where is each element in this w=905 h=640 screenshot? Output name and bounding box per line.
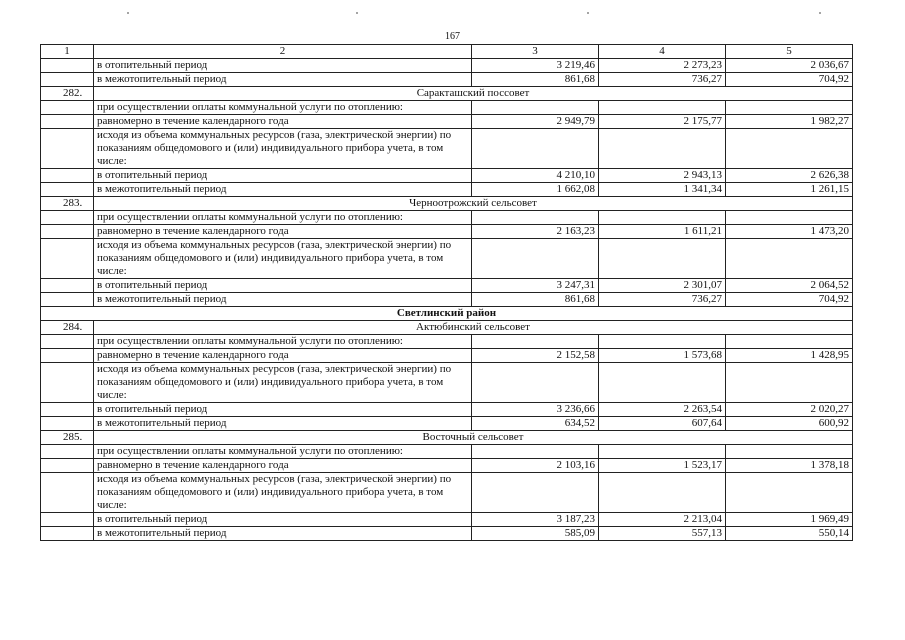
table-row bbox=[41, 293, 853, 307]
value-cell: 2 103,16 bbox=[472, 459, 599, 473]
value-cell: 1 378,18 bbox=[726, 459, 853, 473]
table-row bbox=[41, 403, 853, 417]
col-header-5: 5 bbox=[726, 45, 853, 59]
value-cell: 2 152,58 bbox=[472, 349, 599, 363]
table-row bbox=[41, 445, 853, 459]
scan-dot bbox=[819, 12, 821, 14]
value-cell: 2 175,77 bbox=[599, 115, 726, 129]
value-cell: 607,64 bbox=[599, 417, 726, 431]
table-row bbox=[41, 363, 853, 403]
table-row bbox=[41, 169, 853, 183]
table-row bbox=[41, 101, 853, 115]
value-cell: 2 949,79 bbox=[472, 115, 599, 129]
col-header-2: 2 bbox=[94, 45, 472, 59]
row-label: равномерно в течение календарного года bbox=[94, 349, 472, 363]
value-cell: 1 982,27 bbox=[726, 115, 853, 129]
value-cell: 1 969,49 bbox=[726, 513, 853, 527]
row-label: при осуществлении оплаты коммунальной услуги по отоплению: bbox=[94, 211, 472, 225]
row-label: в межотопительный период bbox=[94, 293, 472, 307]
row-label: при осуществлении оплаты коммунальной услуги по отоплению: bbox=[94, 335, 472, 349]
value-cell: 1 573,68 bbox=[599, 349, 726, 363]
row-label: исходя из объема коммунальных ресурсов (газа, электрической энергии) по показаниям общедомового и (или) индивидуального прибора учета, в том числе: bbox=[94, 239, 472, 279]
section-title: Восточный сельсовет bbox=[94, 431, 853, 445]
row-label: при осуществлении оплаты коммунальной услуги по отоплению: bbox=[94, 445, 472, 459]
row-label: исходя из объема коммунальных ресурсов (газа, электрической энергии) по показаниям общедомового и (или) индивидуального прибора учета, в том числе: bbox=[94, 473, 472, 513]
row-label: в отопительный период bbox=[94, 513, 472, 527]
value-cell: 4 210,10 bbox=[472, 169, 599, 183]
table-row bbox=[41, 459, 853, 473]
section-title-row bbox=[41, 431, 853, 445]
table-row bbox=[41, 279, 853, 293]
row-label: в отопительный период bbox=[94, 169, 472, 183]
section-title: Актюбинский сельсовет bbox=[94, 321, 853, 335]
section-number: 282. bbox=[41, 87, 94, 101]
value-cell: 2 036,67 bbox=[726, 59, 853, 73]
value-cell: 2 064,52 bbox=[726, 279, 853, 293]
table-row bbox=[41, 417, 853, 431]
row-label: в отопительный период bbox=[94, 59, 472, 73]
row-label: исходя из объема коммунальных ресурсов (газа, электрической энергии) по показаниям общедомового и (или) индивидуального прибора учета, в том числе: bbox=[94, 129, 472, 169]
value-cell: 704,92 bbox=[726, 293, 853, 307]
tariff-table bbox=[40, 44, 853, 541]
row-label: исходя из объема коммунальных ресурсов (газа, электрической энергии) по показаниям общедомового и (или) индивидуального прибора учета, в том числе: bbox=[94, 363, 472, 403]
row-label: в отопительный период bbox=[94, 403, 472, 417]
table-row bbox=[41, 183, 853, 197]
value-cell: 1 428,95 bbox=[726, 349, 853, 363]
value-cell: 3 236,66 bbox=[472, 403, 599, 417]
table-row bbox=[41, 225, 853, 239]
value-cell: 3 219,46 bbox=[472, 59, 599, 73]
value-cell: 1 662,08 bbox=[472, 183, 599, 197]
scan-dot bbox=[356, 12, 358, 14]
value-cell: 2 213,04 bbox=[599, 513, 726, 527]
value-cell: 736,27 bbox=[599, 73, 726, 87]
table-row bbox=[41, 473, 853, 513]
value-cell: 2 020,27 bbox=[726, 403, 853, 417]
value-cell: 1 611,21 bbox=[599, 225, 726, 239]
section-number: 283. bbox=[41, 197, 94, 211]
row-label: равномерно в течение календарного года bbox=[94, 459, 472, 473]
value-cell: 3 187,23 bbox=[472, 513, 599, 527]
value-cell: 1 523,17 bbox=[599, 459, 726, 473]
row-label: равномерно в течение календарного года bbox=[94, 225, 472, 239]
value-cell: 1 261,15 bbox=[726, 183, 853, 197]
row-label: в межотопительный период bbox=[94, 73, 472, 87]
scan-marks bbox=[0, 8, 905, 18]
value-cell: 704,92 bbox=[726, 73, 853, 87]
table-row bbox=[41, 129, 853, 169]
value-cell: 557,13 bbox=[599, 527, 726, 541]
value-cell: 2 626,38 bbox=[726, 169, 853, 183]
value-cell: 585,09 bbox=[472, 527, 599, 541]
row-label: в межотопительный период bbox=[94, 183, 472, 197]
section-title-row bbox=[41, 197, 853, 211]
value-cell: 2 163,23 bbox=[472, 225, 599, 239]
page-number: 167 bbox=[445, 31, 460, 42]
value-cell: 2 943,13 bbox=[599, 169, 726, 183]
section-title-row bbox=[41, 87, 853, 101]
row-label: в отопительный период bbox=[94, 279, 472, 293]
value-cell: 2 301,07 bbox=[599, 279, 726, 293]
district-title: Светлинский район bbox=[41, 307, 853, 321]
value-cell: 3 247,31 bbox=[472, 279, 599, 293]
row-label: в межотопительный период bbox=[94, 527, 472, 541]
table-row bbox=[41, 59, 853, 73]
table-row bbox=[41, 211, 853, 225]
col-header-3: 3 bbox=[472, 45, 599, 59]
scan-dot bbox=[127, 12, 129, 14]
value-cell: 736,27 bbox=[599, 293, 726, 307]
value-cell: 634,52 bbox=[472, 417, 599, 431]
value-cell: 2 263,54 bbox=[599, 403, 726, 417]
header-row bbox=[41, 45, 853, 59]
section-number: 285. bbox=[41, 431, 94, 445]
table-row bbox=[41, 115, 853, 129]
value-cell: 861,68 bbox=[472, 293, 599, 307]
row-label: при осуществлении оплаты коммунальной услуги по отоплению: bbox=[94, 101, 472, 115]
table-row bbox=[41, 527, 853, 541]
value-cell: 600,92 bbox=[726, 417, 853, 431]
section-title: Саракташский поссовет bbox=[94, 87, 853, 101]
scan-dot bbox=[587, 12, 589, 14]
district-row bbox=[41, 307, 853, 321]
table-row bbox=[41, 349, 853, 363]
col-header-1: 1 bbox=[41, 45, 94, 59]
section-title-row bbox=[41, 321, 853, 335]
table-row bbox=[41, 73, 853, 87]
value-cell: 1 341,34 bbox=[599, 183, 726, 197]
row-label: равномерно в течение календарного года bbox=[94, 115, 472, 129]
table-row bbox=[41, 513, 853, 527]
value-cell: 1 473,20 bbox=[726, 225, 853, 239]
value-cell: 2 273,23 bbox=[599, 59, 726, 73]
value-cell: 550,14 bbox=[726, 527, 853, 541]
value-cell: 861,68 bbox=[472, 73, 599, 87]
table-row bbox=[41, 239, 853, 279]
row-label: в межотопительный период bbox=[94, 417, 472, 431]
table-row bbox=[41, 335, 853, 349]
section-number: 284. bbox=[41, 321, 94, 335]
col-header-4: 4 bbox=[599, 45, 726, 59]
section-title: Черноотрожский сельсовет bbox=[94, 197, 853, 211]
